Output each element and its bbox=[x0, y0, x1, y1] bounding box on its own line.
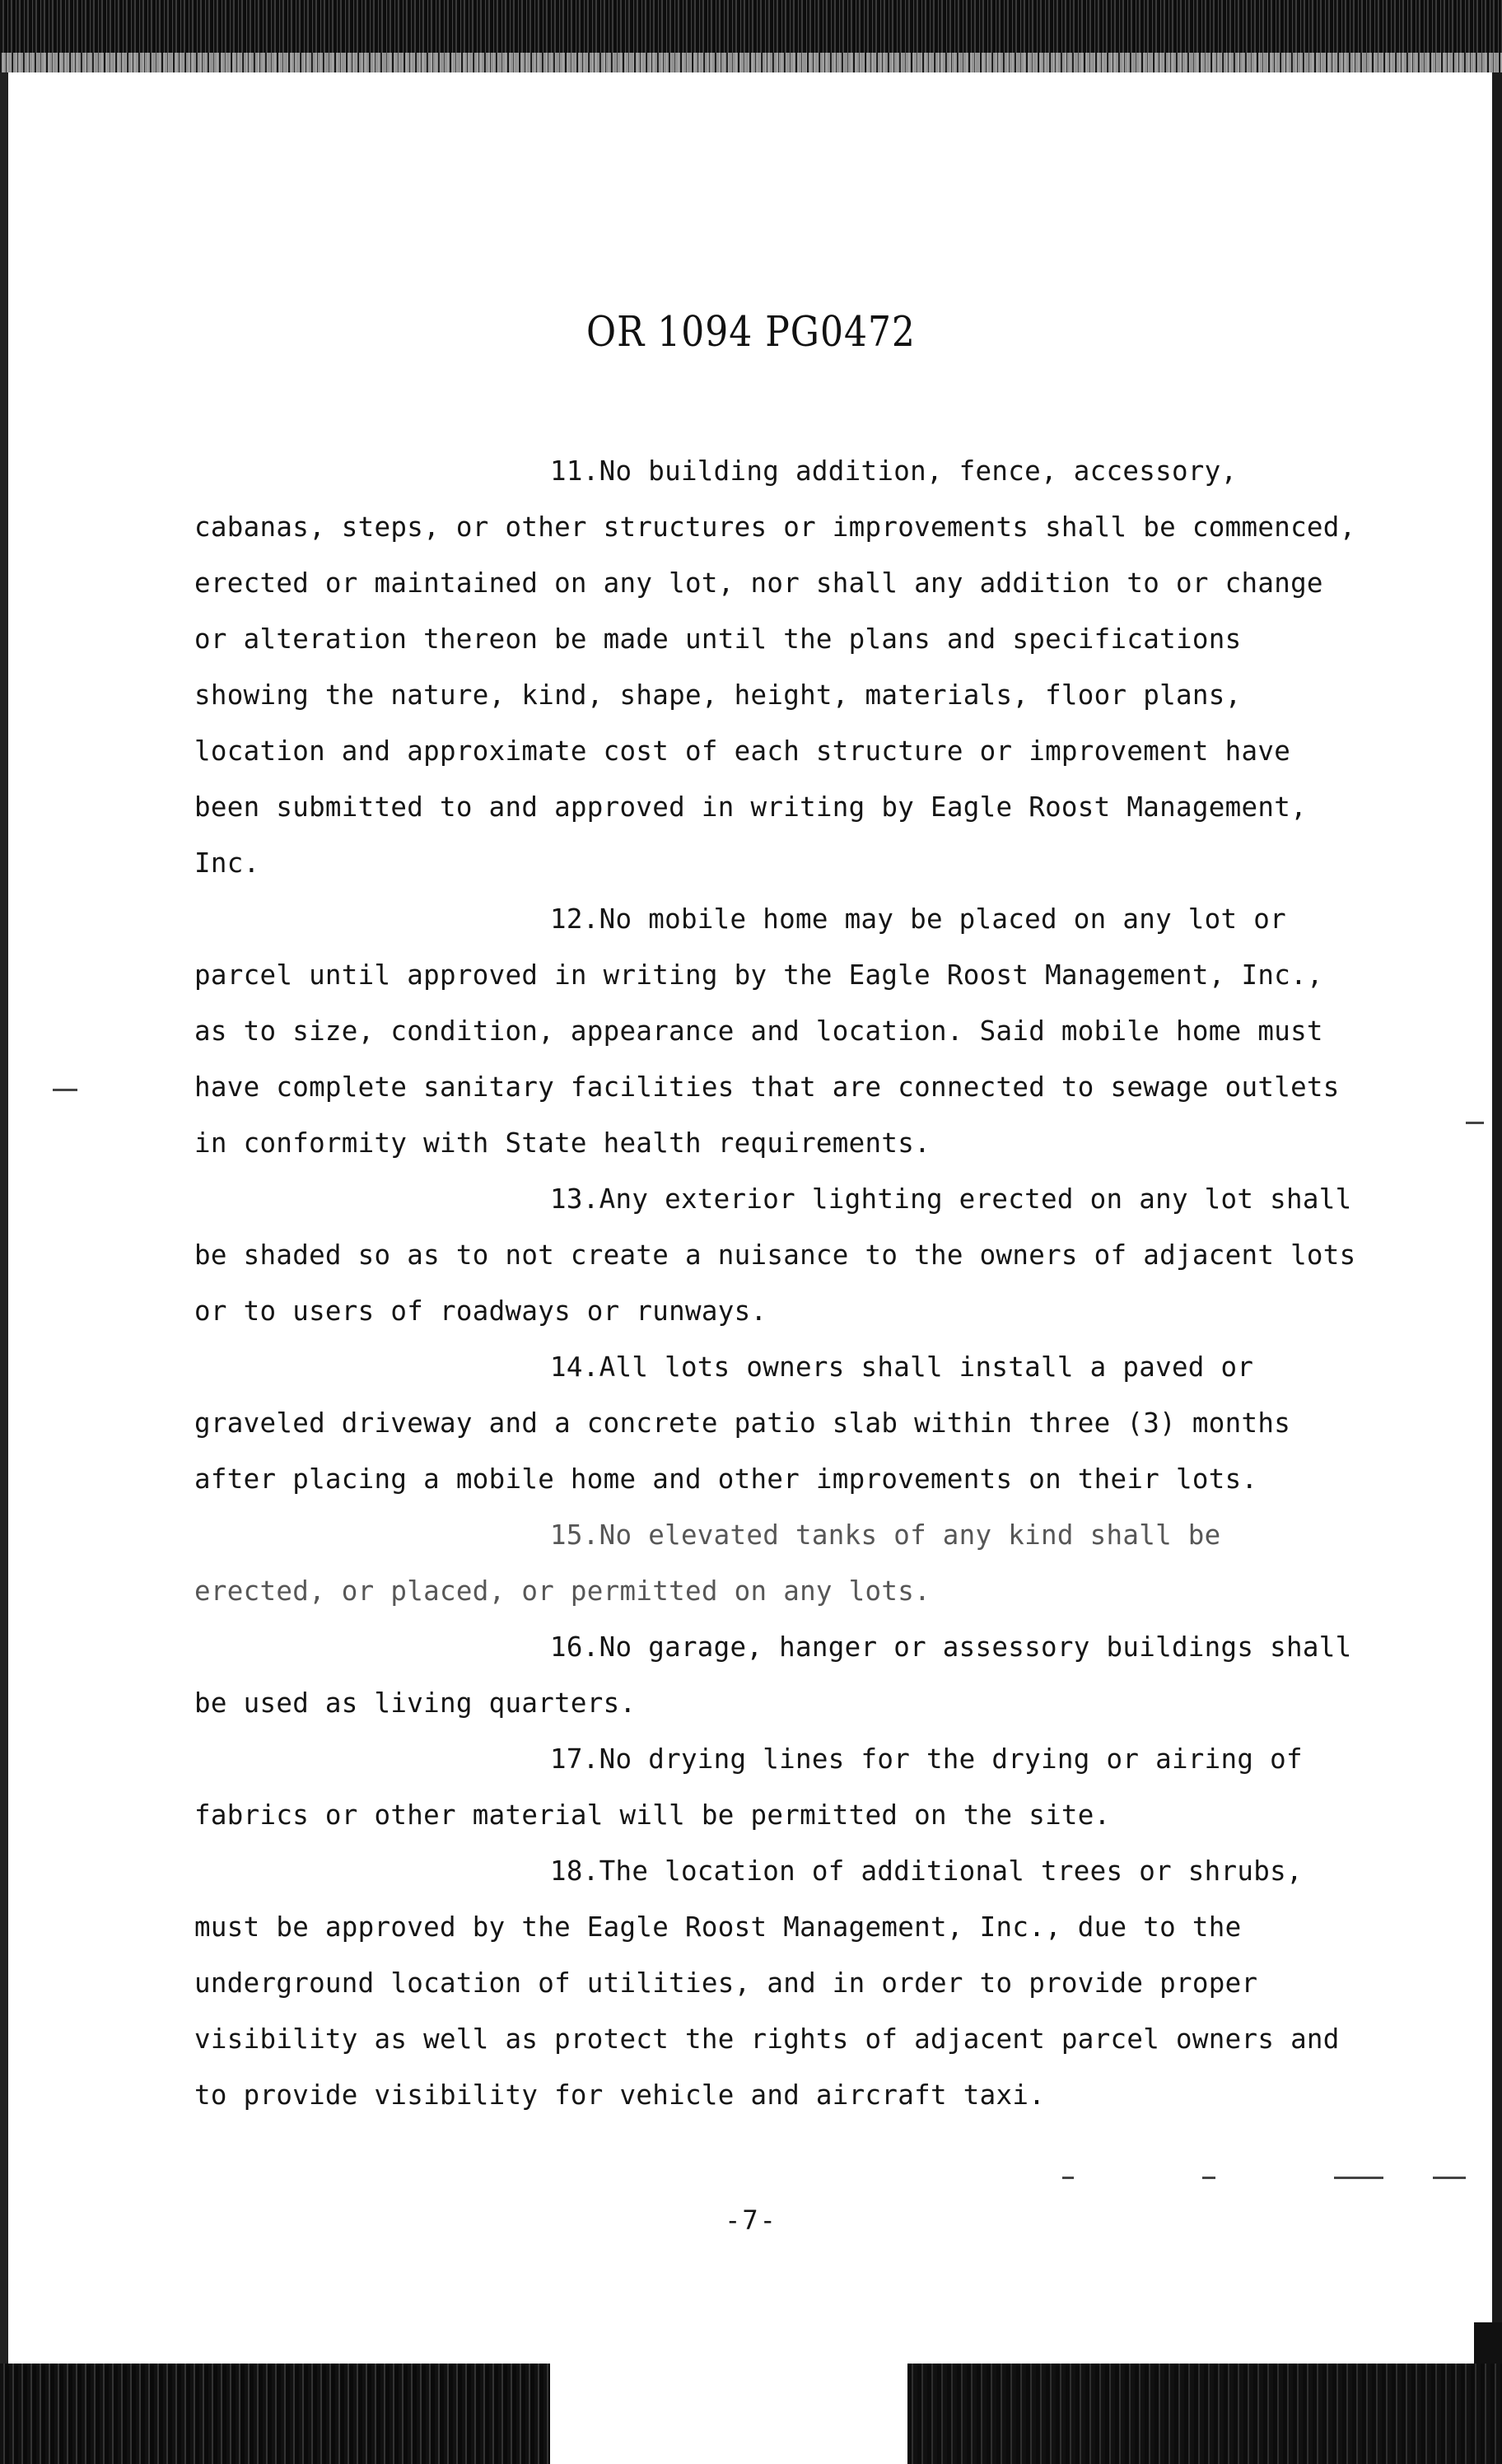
scan-speck bbox=[1433, 2177, 1466, 2179]
paragraph-15 bbox=[194, 1507, 1364, 1619]
scan-speck bbox=[1334, 2177, 1383, 2179]
paragraph-number: 11. bbox=[550, 455, 599, 487]
paragraph-number: 12. bbox=[550, 903, 599, 935]
paragraph-text: No drying lines for the drying or airing of fabrics or other material will be permitted on the site. bbox=[194, 1743, 1303, 1831]
paragraph-18 bbox=[194, 1843, 1364, 2123]
scan-noise-bottom-left bbox=[0, 2364, 550, 2464]
page-number: -7- bbox=[725, 2205, 777, 2236]
scan-speck bbox=[1466, 1122, 1484, 1124]
paragraph-11 bbox=[194, 443, 1364, 891]
paragraph-text: The location of additional trees or shrubs, must be approved by the Eagle Roost Management, Inc., due to the underground location of utilities, and in order to provide proper visibility as well as protect the rights of adjacent parcel owners and to provide visibility for vehicle and aircraft taxi. bbox=[194, 1855, 1340, 2111]
paragraph-text: No elevated tanks of any kind shall be erected, or placed, or permitted on any lots. bbox=[194, 1519, 1221, 1607]
paragraph-number: 16. bbox=[550, 1631, 599, 1663]
paragraph-text: No garage, hanger or assessory buildings shall be used as living quarters. bbox=[194, 1631, 1352, 1719]
document-reference-number: OR 1094 PG0472 bbox=[586, 308, 916, 357]
scan-noise-right bbox=[1492, 72, 1502, 2464]
scan-speck bbox=[1202, 2177, 1215, 2179]
scan-noise-top bbox=[0, 0, 1502, 72]
paragraph-17 bbox=[194, 1731, 1364, 1843]
paragraph-text: Any exterior lighting erected on any lot shall be shaded so as to not create a nuisance to the owners of adjacent lots or to users of roadways or runways. bbox=[194, 1183, 1356, 1327]
scan-speck bbox=[1062, 2177, 1074, 2179]
paragraph-number: 17. bbox=[550, 1743, 599, 1775]
scan-noise-bottom-right bbox=[907, 2364, 1502, 2464]
paragraph-text: All lots owners shall install a paved or graveled driveway and a concrete patio slab within three (3) months after placing a mobile home and other improvements on their lots. bbox=[194, 1351, 1291, 1495]
paragraph-16 bbox=[194, 1619, 1364, 1731]
paragraph-text: No mobile home may be placed on any lot or parcel until approved in writing by the Eagle Roost Management, Inc., as to size, condition, appearance and location. Said mobile home must have complete sanitary facilities that are connected to sewage outlets in conformity with State health requirements. bbox=[194, 903, 1340, 1159]
paragraph-number: 13. bbox=[550, 1183, 599, 1215]
paragraph-number: 18. bbox=[550, 1855, 599, 1887]
paragraph-text: No building addition, fence, accessory, cabanas, steps, or other structures or improvements shall be commenced, erected or maintained on any lot, nor shall any addition to or change or alteration thereon be made until the plans and specifications showing the nature, kind, shape, height, materials, floor plans, location and approximate cost of each structure or improvement have been submitted to and approved in writing by Eagle Roost Management, Inc. bbox=[194, 455, 1356, 879]
paragraph-number: 14. bbox=[550, 1351, 599, 1383]
scan-noise-left bbox=[0, 72, 8, 2464]
paragraph-number: 15. bbox=[550, 1519, 599, 1551]
document-body bbox=[194, 443, 1364, 2123]
paragraph-12 bbox=[194, 891, 1364, 1171]
paragraph-14 bbox=[194, 1339, 1364, 1507]
scan-speck bbox=[53, 1089, 77, 1091]
paragraph-13 bbox=[194, 1171, 1364, 1339]
